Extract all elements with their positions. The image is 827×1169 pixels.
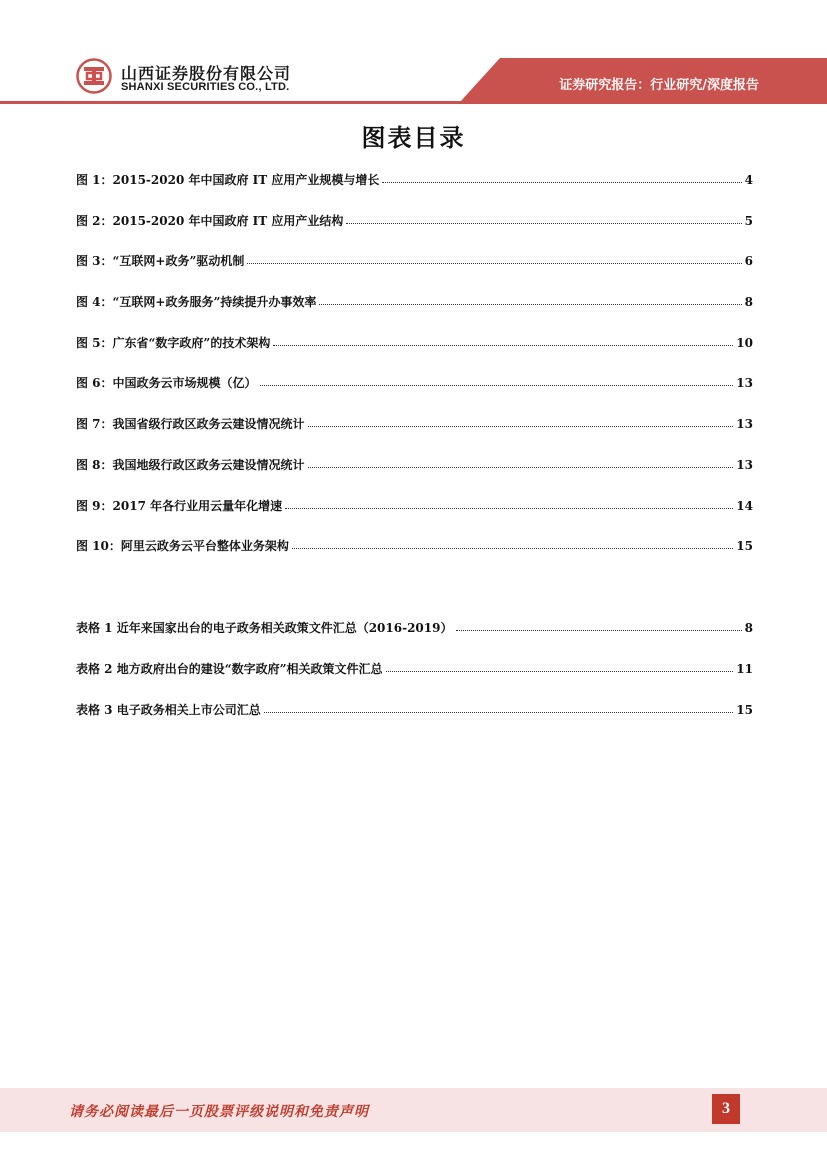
toc-entry-label: 图 5：广东省“数字政府”的技术架构 (76, 335, 271, 350)
toc-page-number: 8 (744, 295, 753, 310)
toc-page-number: 15 (736, 703, 753, 717)
toc-dot-leader (308, 416, 734, 427)
toc-entry-label: 图 9：2017 年各行业用云量年化增速 (76, 498, 283, 513)
toc-dot-leader (319, 294, 741, 305)
toc-dot-leader (346, 213, 741, 224)
toc-dot-leader (308, 457, 734, 468)
report-type-tag: 证券研究报告：行业研究/深度报告 (559, 78, 759, 93)
toc-figure-4[interactable] (76, 293, 753, 334)
toc-figure-2[interactable] (76, 212, 753, 253)
brand-name-en: SHANXI SECURITIES CO., LTD. (121, 81, 290, 93)
toc-entry-label: 图 1：2015-2020 年中国政府 IT 应用产业规模与增长 (76, 173, 380, 187)
toc-dot-leader (260, 375, 734, 386)
toc-figure-1[interactable] (76, 171, 753, 212)
toc-entry-label: 图 3：“互联网+政务”驱动机制 (76, 254, 245, 269)
figure-toc-list (76, 171, 753, 578)
toc-entry-label: 图 8：我国地级行政区政务云建设情况统计 (76, 457, 305, 472)
toc-page-number: 14 (736, 498, 753, 513)
toc-figure-7[interactable] (76, 415, 753, 456)
table-toc-list (76, 619, 753, 742)
toc-dot-leader (382, 172, 741, 183)
toc-entry-label: 表格 1 近年来国家出台的电子政务相关政策文件汇总（2016-2019） (76, 621, 453, 635)
toc-entry-label: 表格 3 电子政务相关上市公司汇总 (76, 703, 261, 717)
toc-figure-6[interactable] (76, 374, 753, 415)
toc-dot-leader (456, 620, 742, 631)
toc-page-number: 13 (736, 457, 753, 472)
toc-figure-3[interactable] (76, 252, 753, 293)
toc-dot-leader (273, 335, 733, 346)
toc-table-3[interactable] (76, 701, 753, 742)
toc-page-number: 11 (736, 662, 753, 676)
toc-page-number: 4 (744, 173, 753, 187)
toc-figure-10[interactable] (76, 537, 753, 578)
brand-name-cn: 山西证券股份有限公司 (121, 64, 292, 83)
toc-entry-label: 图 7：我国省级行政区政务云建设情况统计 (76, 417, 305, 432)
header-divider (0, 101, 827, 104)
page-number-badge: 3 (712, 1094, 740, 1124)
toc-figure-8[interactable] (76, 456, 753, 497)
page-title: 图表目录 (361, 124, 466, 152)
toc-entry-label: 图 10：阿里云政务云平台整体业务架构 (76, 539, 289, 554)
toc-entry-label: 图 6：中国政务云市场规模（亿） (76, 376, 257, 391)
toc-figure-9[interactable] (76, 497, 753, 538)
page-header (0, 0, 827, 112)
shanxi-securities-logo-icon (76, 58, 112, 94)
toc-entry-label: 表格 2 地方政府出台的建设“数字政府”相关政策文件汇总 (76, 662, 383, 676)
toc-entry-label: 图 4：“互联网+政务服务”持续提升办事效率 (76, 295, 317, 310)
toc-table-2[interactable] (76, 660, 753, 701)
toc-page-number: 13 (736, 417, 753, 432)
toc-page-number: 6 (744, 254, 753, 269)
toc-dot-leader (386, 661, 734, 672)
toc-dot-leader (292, 538, 733, 549)
toc-dot-leader (247, 253, 741, 264)
toc-page-number: 8 (744, 621, 753, 635)
toc-figure-5[interactable] (76, 334, 753, 375)
toc-entry-label: 图 2：2015-2020 年中国政府 IT 应用产业结构 (76, 213, 344, 228)
toc-dot-leader (264, 702, 734, 713)
toc-page-number: 5 (744, 213, 753, 228)
toc-page-number: 13 (736, 376, 753, 391)
toc-page-number: 15 (736, 539, 753, 554)
footer-disclaimer: 请务必阅读最后一页股票评级说明和免责声明 (69, 1104, 369, 1120)
toc-page-number: 10 (736, 335, 753, 350)
toc-table-1[interactable] (76, 619, 753, 660)
toc-dot-leader (285, 498, 733, 509)
